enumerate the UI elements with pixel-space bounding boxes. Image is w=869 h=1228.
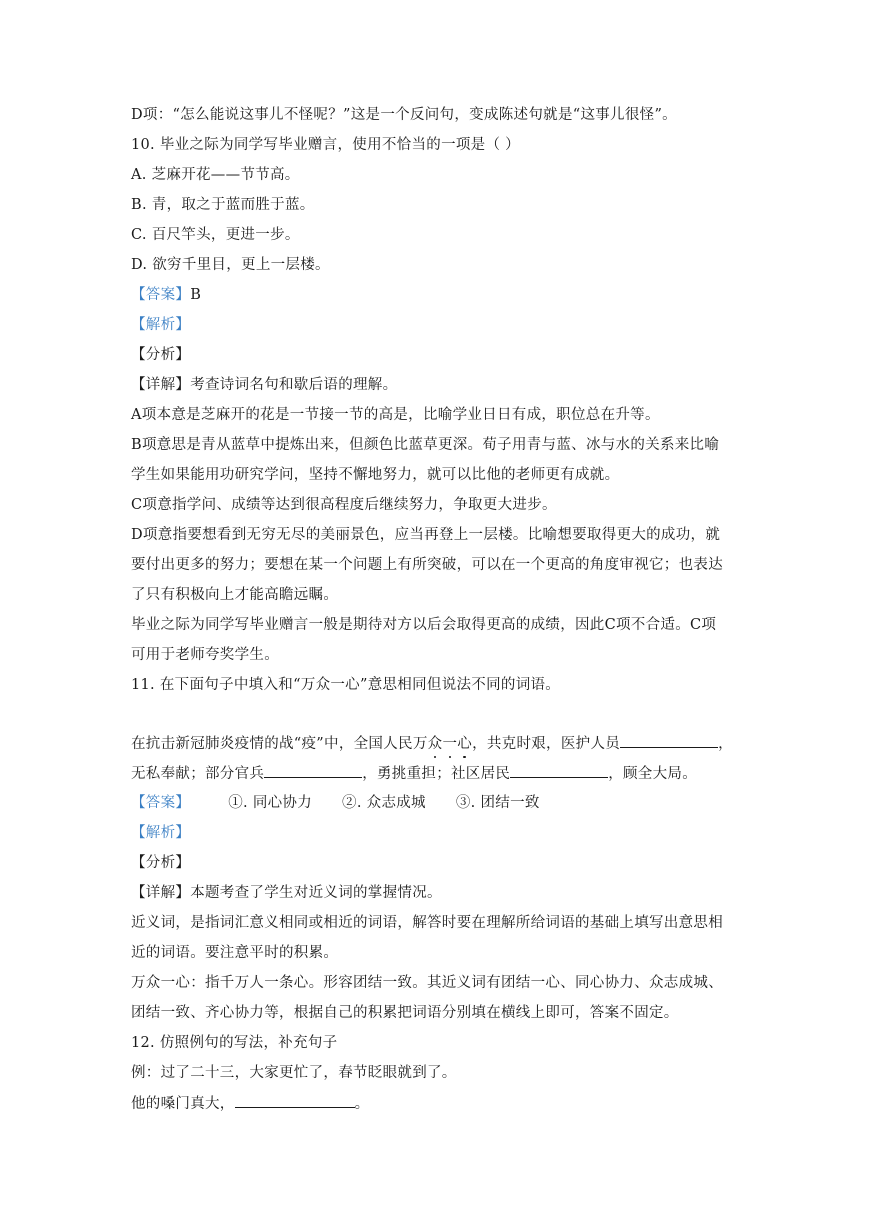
q11-sentence-part-d: 无私奉献；部分官兵 [131, 766, 265, 782]
q10-conclusion-2: 可用于老师夸奖学生。 [131, 647, 279, 663]
q12-example: 例：过了二十三，大家更忙了，春节眨眼就到了。 [131, 1065, 457, 1081]
q10-conclusion-1: 毕业之际为同学写毕业赠言一般是期待对方以后会取得更高的成绩，因此C项不合适。C项 [131, 617, 717, 633]
q11-sentence-part-f: ，顾全大局。 [608, 766, 698, 782]
fill-blank-4 [235, 1093, 355, 1108]
q12-prompt-text: 他的嗓门真大， [131, 1096, 235, 1112]
q10-option-d: D. 欲穷千里目，更上一层楼。 [131, 257, 330, 273]
q11-detail-line [131, 883, 442, 903]
q11-sentence-part-a: 在抗击新冠肺炎疫情的战“疫”中，全国人民万 [131, 736, 428, 752]
fill-blank-2 [264, 763, 362, 778]
emphasis-char-1: 众 [427, 736, 443, 752]
q11-answer-line [131, 793, 540, 813]
answer-tag: 【答案】 [131, 287, 191, 303]
detail-text: 本题考查了学生对近义词的掌握情况。 [190, 885, 442, 901]
q10-explain-b-2: 学生如果能用功研究学问，坚持不懈地努力，就可以比他的老师更有成就。 [131, 467, 620, 483]
answer-tag: 【答案】 [131, 795, 191, 811]
q11-answer-1: ①. 同心协力 [228, 795, 313, 811]
q10-explain-d-2: 要付出更多的努力；要想在某一个问题上有所突破，可以在一个更高的角度审视它；也表达 [131, 557, 723, 573]
q10-explain-d-1: D项意指要想看到无穷无尽的美丽景色，应当再登上一层楼。比喻想要取得更大的成功，就 [131, 527, 721, 543]
question-11-stem: 11. 在下面句子中填入和“万众一心”意思相同但说法不同的词语。 [131, 677, 561, 693]
q10-analysis-line [131, 315, 190, 335]
q12-prompt-end: 。 [354, 1096, 370, 1112]
q11-sentence-line-1 [131, 733, 733, 754]
emphasis-char-2: 一 [442, 736, 458, 752]
q10-fenxi: 【分析】 [131, 347, 191, 363]
detail-tag: 【详解】 [131, 377, 191, 393]
q11-fenxi: 【分析】 [131, 855, 191, 871]
q11-sentence-part-c: ， [718, 736, 733, 752]
q10-explain-d-3: 了只有积极向上才能高瞻远瞩。 [131, 587, 339, 603]
question-10-stem: 10. 毕业之际为同学写毕业赠言，使用不恰当的一项是（ ） [131, 137, 520, 153]
q10-explain-c: C项意指学问、成绩等达到很高程度后继续努力，争取更大进步。 [131, 497, 557, 513]
q10-answer-line [131, 285, 201, 305]
q12-prompt-line [131, 1093, 369, 1114]
q11-analysis-line [131, 823, 190, 843]
q10-explain-a: A项本意是芝麻开的花是一节接一节的高是，比喻学业日日有成，职位总在升等。 [131, 407, 660, 423]
q11-answer-3: ③. 团结一致 [455, 795, 540, 811]
emphasis-char-3: 心 [457, 736, 473, 752]
q9-explanation-d: D项：“怎么能说这事儿不怪呢？”这是一个反问句，变成陈述句就是“这事儿很怪”。 [131, 107, 677, 123]
analysis-tag: 【解析】 [131, 825, 191, 841]
q10-explain-b-1: B项意思是青从蓝草中提炼出来，但颜色比蓝草更深。荀子用青与蓝、冰与水的关系来比喻 [131, 437, 720, 453]
q11-explain-1: 近义词，是指词汇意义相同或相近的词语，解答时要在理解所给词语的基础上填写出意思相 [131, 915, 723, 931]
q11-explain-2: 近的词语。要注意平时的积累。 [131, 945, 339, 961]
detail-tag: 【详解】 [131, 885, 191, 901]
q10-option-c: C. 百尺竿头，更进一步。 [131, 227, 300, 243]
answer-text: B [190, 287, 202, 303]
q11-explain-4: 团结一致、齐心协力等，根据自己的积累把词语分别填在横线上即可，答案不固定。 [131, 1005, 679, 1021]
q11-explain-3: 万众一心：指千万人一条心。形容团结一致。其近义词有团结一心、同心协力、众志成城、 [131, 975, 723, 991]
fill-blank-3 [510, 763, 608, 778]
question-12-stem: 12. 仿照例句的写法，补充句子 [131, 1035, 338, 1051]
fill-blank-1 [620, 733, 718, 748]
q10-option-b: B. 青，取之于蓝而胜于蓝。 [131, 197, 315, 213]
q10-option-a: A. 芝麻开花——节节高。 [131, 167, 300, 183]
q11-sentence-line-2 [131, 763, 697, 784]
q11-sentence-part-e: ，勇挑重担；社区居民 [362, 766, 511, 782]
q11-answer-2: ②. 众志成城 [342, 795, 426, 811]
q10-detail-line [131, 375, 397, 395]
q11-sentence-part-b: ，共克时艰，医护人员 [472, 736, 621, 752]
analysis-tag: 【解析】 [131, 317, 191, 333]
detail-text: 考查诗词名句和歇后语的理解。 [190, 377, 398, 393]
